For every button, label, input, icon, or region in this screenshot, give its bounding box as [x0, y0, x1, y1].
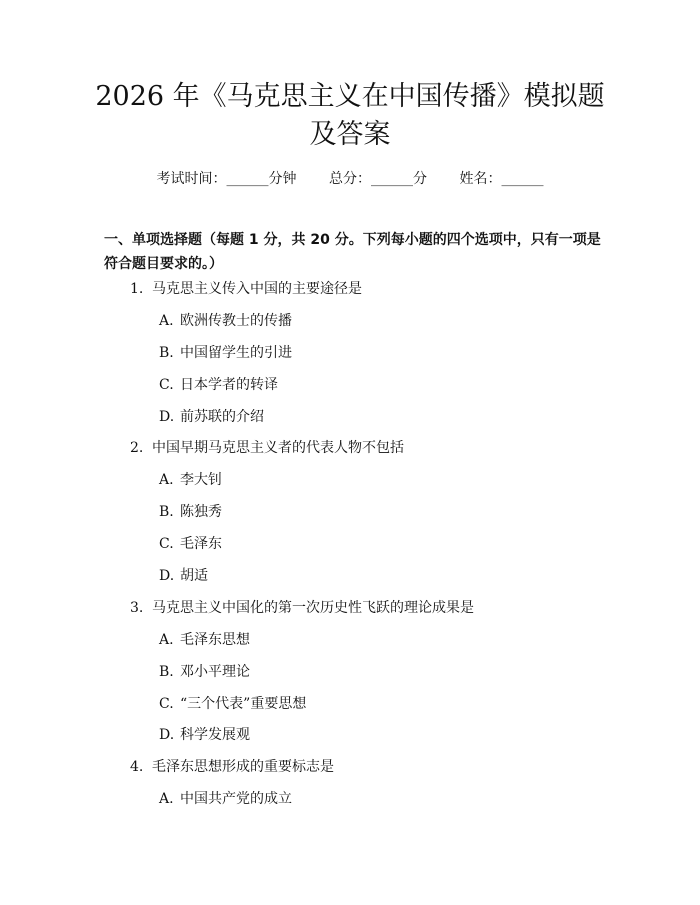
- option-text: 陈独秀: [180, 504, 222, 521]
- option-letter: C.: [159, 695, 174, 712]
- option-text: “三个代表”重要思想: [180, 695, 307, 712]
- option-letter: C.: [159, 536, 174, 553]
- option-letter: D.: [159, 568, 175, 585]
- option-text: 日本学者的转译: [180, 376, 278, 393]
- question-item: [0, 433, 700, 465]
- question-text: 中国早期马克思主义者的代表人物不包括: [152, 440, 404, 457]
- option-text: 科学发展观: [180, 727, 250, 744]
- section-heading: 一、单项选择题（每题 1 分，共 20 分。下列每小题的四个选项中，只有一项是符合题目要求的。）: [104, 232, 601, 272]
- question-item: [0, 752, 700, 784]
- answer-option: [0, 306, 700, 338]
- option-text: 毛泽东: [180, 536, 222, 553]
- page-title: 2026 年《马克思主义在中国传播》模拟题及答案: [95, 81, 605, 150]
- option-text: 前苏联的介绍: [180, 408, 264, 425]
- option-text: 邓小平理论: [180, 663, 250, 680]
- answer-option: [0, 720, 700, 752]
- option-text: 中国留学生的引进: [180, 344, 292, 361]
- option-letter: A.: [159, 631, 174, 648]
- question-item: [0, 274, 700, 306]
- answer-option: [0, 465, 700, 497]
- answer-option: [0, 657, 700, 689]
- student-name-label: 姓名：______: [459, 171, 544, 187]
- option-text: 欧洲传教士的传播: [180, 312, 292, 329]
- option-letter: C.: [159, 376, 174, 393]
- option-letter: B.: [159, 504, 174, 521]
- option-letter: D.: [159, 727, 175, 744]
- question-text: 马克思主义中国化的第一次历史性飞跃的理论成果是: [152, 599, 474, 616]
- option-text: 毛泽东思想: [180, 631, 250, 648]
- total-score-label: 总分：______分: [329, 171, 427, 187]
- question-number: 3.: [130, 599, 144, 616]
- option-letter: A.: [159, 472, 174, 489]
- question-number: 2.: [130, 440, 144, 457]
- answer-option: [0, 561, 700, 593]
- option-text: 李大钊: [180, 472, 222, 489]
- answer-option: [0, 784, 700, 816]
- question-text: 毛泽东思想形成的重要标志是: [152, 759, 334, 776]
- answer-option: [0, 338, 700, 370]
- option-text: 中国共产党的成立: [180, 791, 292, 808]
- option-letter: B.: [159, 344, 174, 361]
- answer-option: [0, 497, 700, 529]
- option-text: 胡适: [180, 568, 208, 585]
- answer-option: [0, 402, 700, 434]
- question-list: [0, 274, 700, 816]
- answer-option: [0, 689, 700, 721]
- option-letter: D.: [159, 408, 175, 425]
- exam-meta-line: [0, 168, 700, 188]
- question-text: 马克思主义传入中国的主要途径是: [152, 281, 362, 297]
- exam-time-label: 考试时间：______分钟: [156, 171, 297, 187]
- answer-option: [0, 370, 700, 402]
- option-letter: A.: [159, 312, 174, 329]
- question-number: 4.: [130, 759, 144, 776]
- question-item: [0, 593, 700, 625]
- answer-option: [0, 529, 700, 561]
- answer-option: [0, 625, 700, 657]
- option-letter: B.: [159, 663, 174, 680]
- option-letter: A.: [159, 791, 174, 808]
- question-number: 1.: [130, 281, 144, 297]
